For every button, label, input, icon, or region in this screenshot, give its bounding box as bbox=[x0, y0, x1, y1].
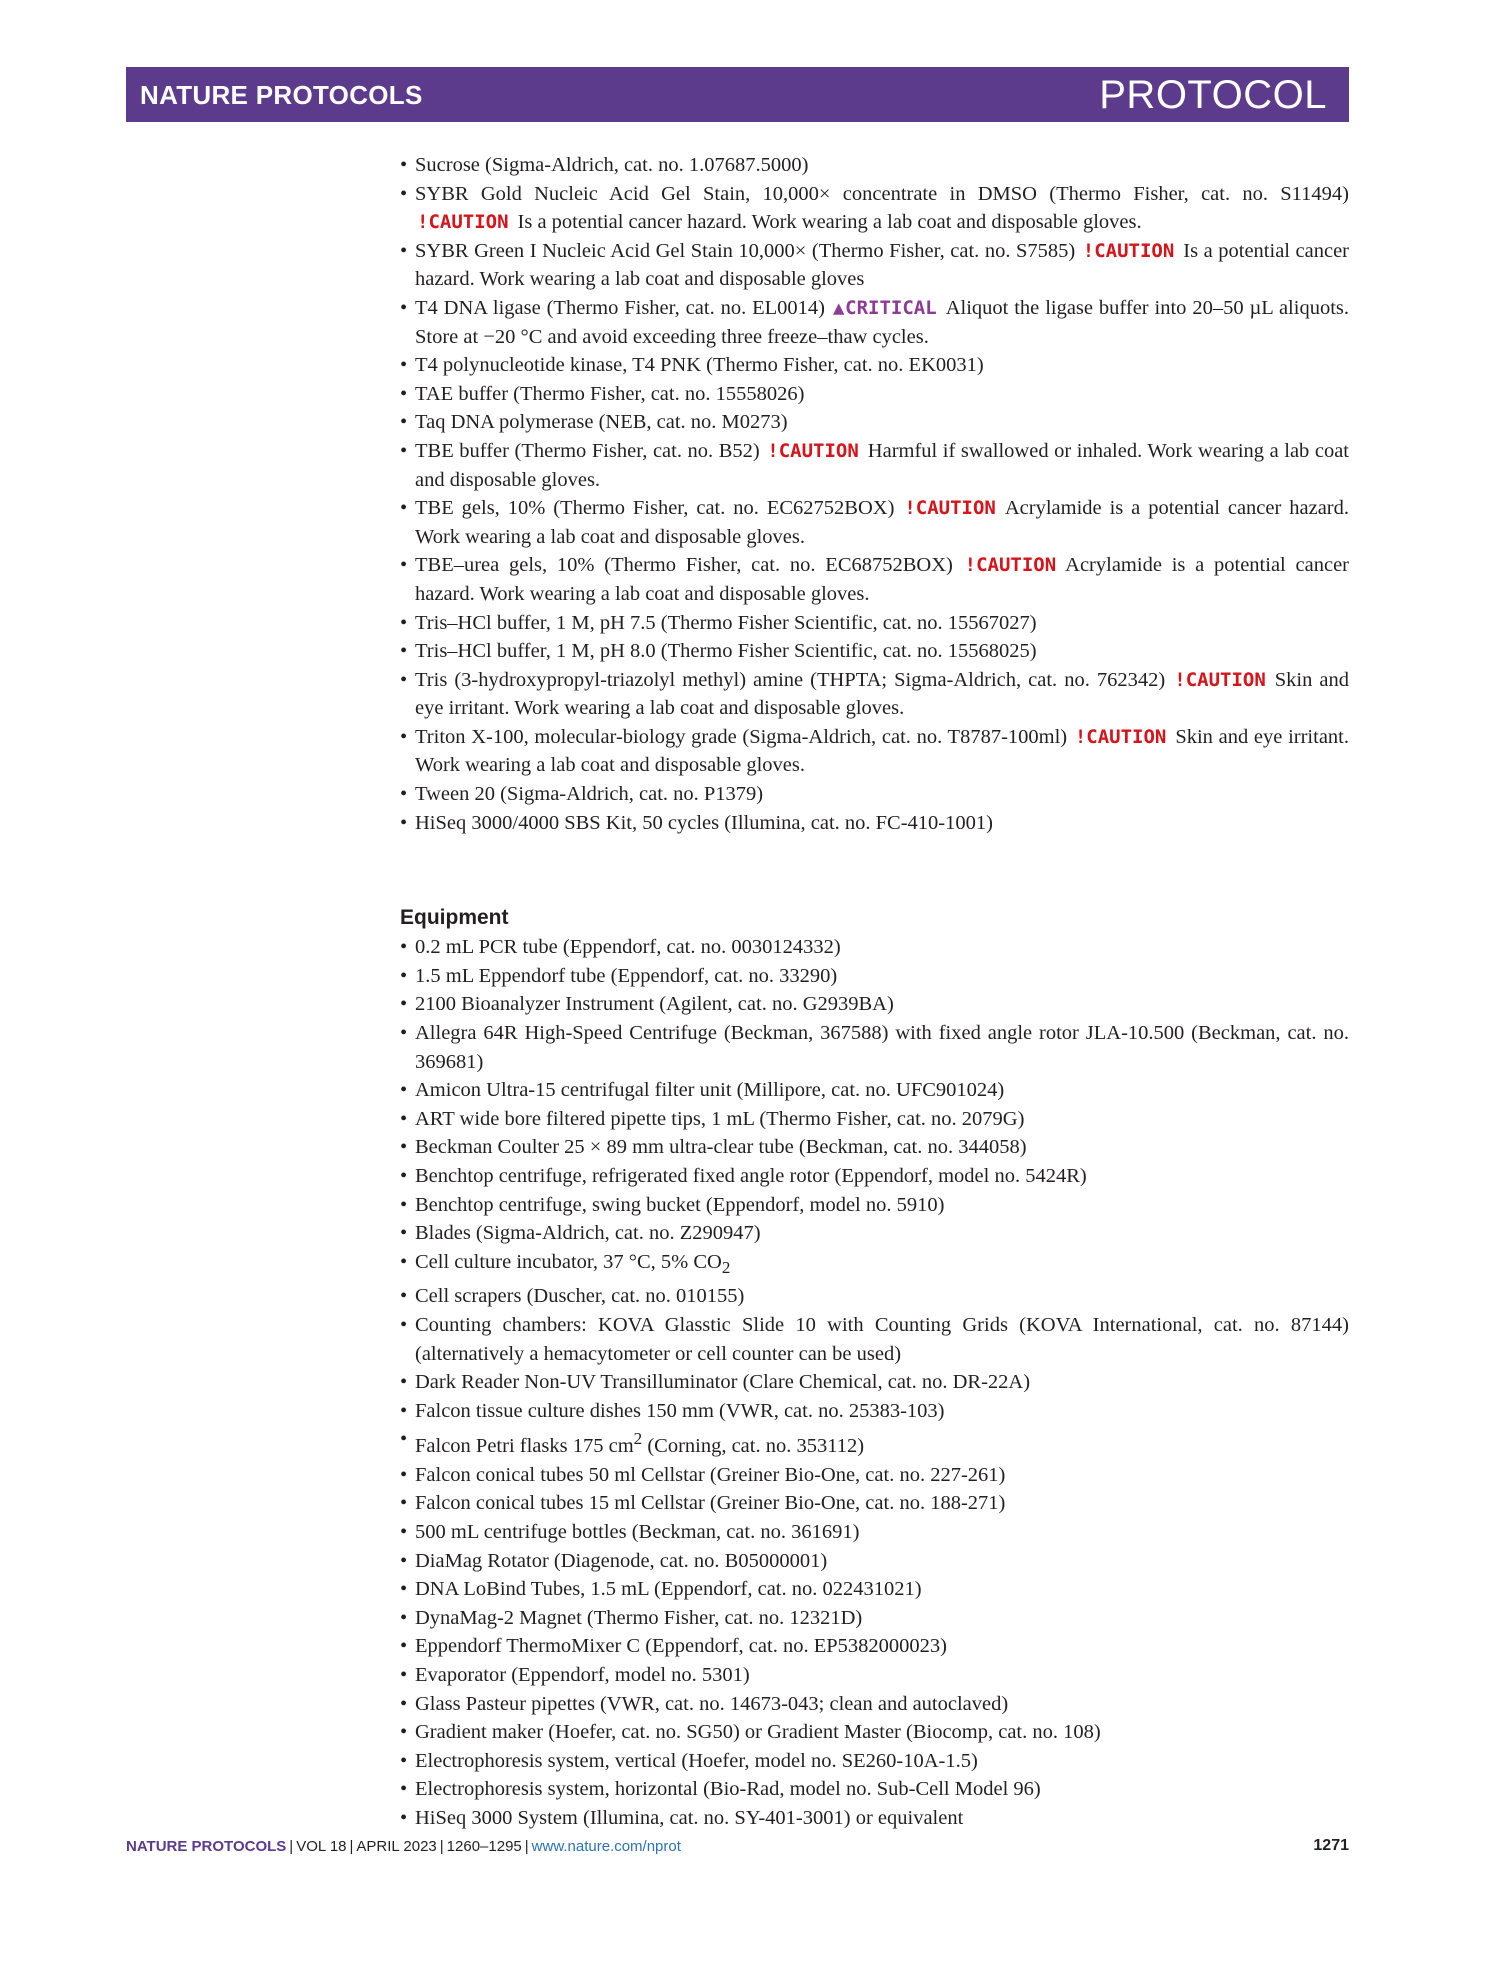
main-content bbox=[400, 151, 1349, 1833]
item-text: T4 polynucleotide kinase, T4 PNK (Thermo Fisher, cat. no. EK0031) bbox=[415, 354, 984, 377]
footer-volume: VOL 18 bbox=[296, 1838, 347, 1855]
item-text-rest: (Corning, cat. no. 353112) bbox=[642, 1435, 865, 1458]
equipment-item bbox=[400, 1219, 1349, 1248]
footer-journal: NATURE PROTOCOLS bbox=[126, 1838, 287, 1855]
item-text: HiSeq 3000/4000 SBS Kit, 50 cycles (Illumina, cat. no. FC-410-1001) bbox=[415, 811, 993, 834]
item-text: HiSeq 3000 System (Illumina, cat. no. SY-401-3001) or equivalent bbox=[415, 1806, 964, 1829]
equipment-item bbox=[400, 1547, 1349, 1576]
item-text: Falcon conical tubes 15 ml Cellstar (Greiner Bio-One, cat. no. 188-271) bbox=[415, 1492, 1006, 1515]
reagent-item bbox=[400, 780, 1349, 809]
equipment-item bbox=[400, 1690, 1349, 1719]
reagent-item bbox=[400, 408, 1349, 437]
item-text: Evaporator (Eppendorf, model no. 5301) bbox=[415, 1664, 750, 1687]
item-subscript: 2 bbox=[721, 1257, 731, 1277]
reagent-item bbox=[400, 494, 1349, 551]
caution-text: Acrylamide is a potential cancer hazard. Work wearing a lab coat and disposable gloves. bbox=[415, 554, 1349, 605]
equipment-item bbox=[400, 1191, 1349, 1220]
item-text: TBE gels, 10% (Thermo Fisher, cat. no. EC62752BOX) bbox=[415, 497, 895, 520]
item-text: Falcon conical tubes 50 ml Cellstar (Greiner Bio-One, cat. no. 227-261) bbox=[415, 1463, 1006, 1486]
caution-text: Acrylamide is a potential cancer hazard. Work wearing a lab coat and disposable gloves. bbox=[415, 497, 1350, 548]
item-text: Cell scrapers (Duscher, cat. no. 010155) bbox=[415, 1285, 745, 1308]
equipment-item bbox=[400, 1133, 1349, 1162]
item-text: Triton X-100, molecular-biology grade (Sigma-Aldrich, cat. no. T8787-100ml) bbox=[415, 725, 1068, 748]
caution-text: Skin and eye irritant. Work wearing a lab coat and disposable gloves. bbox=[415, 668, 1349, 720]
item-text: Eppendorf ThermoMixer C (Eppendorf, cat. no. EP5382000023) bbox=[415, 1635, 947, 1658]
equipment-item bbox=[400, 1489, 1349, 1518]
equipment-item bbox=[400, 1397, 1349, 1426]
caution-text: Skin and eye irritant. Work wearing a lab coat and disposable gloves. bbox=[415, 725, 1349, 777]
reagent-item bbox=[400, 609, 1349, 638]
item-text: Tris–HCl buffer, 1 M, pH 7.5 (Thermo Fisher Scientific, cat. no. 15567027) bbox=[415, 611, 1037, 634]
item-text: 1.5 mL Eppendorf tube (Eppendorf, cat. no. 33290) bbox=[415, 964, 838, 987]
item-text: Cell culture incubator, 37 °C, 5% CO bbox=[415, 1250, 722, 1273]
reagent-list bbox=[400, 151, 1349, 837]
item-text: DiaMag Rotator (Diagenode, cat. no. B05000001) bbox=[415, 1549, 828, 1572]
equipment-item bbox=[400, 1775, 1349, 1804]
item-text: DynaMag-2 Magnet (Thermo Fisher, cat. no. 12321D) bbox=[415, 1606, 863, 1629]
footer-citation: NATURE PROTOCOLS | VOL 18 | APRIL 2023 | 1260–1295 | www.nature.com/nprot bbox=[126, 1838, 681, 1855]
item-text: Glass Pasteur pipettes (VWR, cat. no. 14673-043; clean and autoclaved) bbox=[415, 1692, 1009, 1715]
equipment-item bbox=[400, 1282, 1349, 1311]
equipment-item bbox=[400, 1368, 1349, 1397]
equipment-item bbox=[400, 1162, 1349, 1191]
item-text: Sucrose (Sigma-Aldrich, cat. no. 1.07687.5000) bbox=[415, 154, 809, 176]
equipment-item bbox=[400, 962, 1349, 991]
journal-name: NATURE PROTOCOLS bbox=[140, 80, 423, 110]
equipment-item bbox=[400, 1248, 1349, 1283]
footer-pages: 1260–1295 bbox=[446, 1838, 522, 1855]
caution-label: !CAUTION bbox=[767, 439, 859, 462]
reagent-item bbox=[400, 294, 1349, 351]
reagent-item bbox=[400, 437, 1349, 494]
equipment-item bbox=[400, 1461, 1349, 1490]
reagent-item bbox=[400, 723, 1349, 780]
item-text: TBE–urea gels, 10% (Thermo Fisher, cat. no. EC68752BOX) bbox=[415, 554, 953, 577]
caution-label: !CAUTION bbox=[904, 497, 996, 520]
equipment-item bbox=[400, 1019, 1349, 1076]
reagent-item bbox=[400, 666, 1349, 723]
item-text: 0.2 mL PCR tube (Eppendorf, cat. no. 0030124332) bbox=[415, 936, 841, 959]
item-superscript: 2 bbox=[633, 1429, 643, 1449]
caution-text: Is a potential cancer hazard. Work wearing a lab coat and disposable gloves. bbox=[517, 211, 1142, 234]
caution-label: !CAUTION bbox=[1174, 668, 1266, 691]
item-text: Counting chambers: KOVA Glasstic Slide 10 with Counting Grids (KOVA International, cat. no. 87144) (alternatively a hemacytometer or cell counter can be used) bbox=[415, 1314, 1349, 1365]
item-text: Tris (3-hydroxypropyl-triazolyl methyl) amine (THPTA; Sigma-Aldrich, cat. no. 762342) bbox=[415, 668, 1166, 691]
footer-url-link[interactable]: www.nature.com/nprot bbox=[531, 1838, 681, 1855]
header-bar bbox=[126, 67, 1349, 122]
reagent-item bbox=[400, 151, 1349, 180]
equipment-heading: Equipment bbox=[400, 906, 509, 930]
item-text: Amicon Ultra-15 centrifugal filter unit (Millipore, cat. no. UFC901024) bbox=[415, 1079, 1005, 1102]
item-text: 2100 Bioanalyzer Instrument (Agilent, cat. no. G2939BA) bbox=[415, 993, 894, 1016]
critical-label-text: CRITICAL bbox=[845, 296, 937, 319]
article-type: PROTOCOL bbox=[1099, 73, 1327, 117]
item-text: Taq DNA polymerase (NEB, cat. no. M0273) bbox=[415, 411, 788, 434]
item-text: TBE buffer (Thermo Fisher, cat. no. B52) bbox=[415, 439, 760, 462]
item-text: Dark Reader Non-UV Transilluminator (Clare Chemical, cat. no. DR-22A) bbox=[415, 1371, 1031, 1394]
equipment-item bbox=[400, 1661, 1349, 1690]
caution-label: !CAUTION bbox=[964, 554, 1057, 577]
item-text: Beckman Coulter 25 × 89 mm ultra-clear tube (Beckman, cat. no. 344058) bbox=[415, 1136, 1027, 1159]
equipment-item bbox=[400, 1518, 1349, 1547]
item-text: Tris–HCl buffer, 1 M, pH 8.0 (Thermo Fisher Scientific, cat. no. 15568025) bbox=[415, 640, 1037, 663]
item-text: Electrophoresis system, vertical (Hoefer, model no. SE260-10A-1.5) bbox=[415, 1749, 978, 1772]
caution-text: Is a potential cancer hazard. Work wearing a lab coat and disposable gloves bbox=[415, 239, 1350, 291]
reagent-item bbox=[400, 551, 1349, 608]
item-text: Falcon Petri flasks 175 cm bbox=[415, 1435, 634, 1458]
item-text: DNA LoBind Tubes, 1.5 mL (Eppendorf, cat. no. 022431021) bbox=[415, 1578, 922, 1601]
item-text: T4 DNA ligase (Thermo Fisher, cat. no. EL0014) bbox=[415, 296, 826, 319]
item-text: TAE buffer (Thermo Fisher, cat. no. 15558026) bbox=[415, 382, 805, 405]
item-text: 500 mL centrifuge bottles (Beckman, cat. no. 361691) bbox=[415, 1521, 860, 1544]
item-text: Gradient maker (Hoefer, cat. no. SG50) or Gradient Master (Biocomp, cat. no. 108) bbox=[415, 1721, 1101, 1744]
equipment-item bbox=[400, 1076, 1349, 1105]
item-text: Electrophoresis system, horizontal (Bio-Rad, model no. Sub-Cell Model 96) bbox=[415, 1778, 1041, 1801]
critical-label bbox=[833, 297, 937, 319]
equipment-item bbox=[400, 933, 1349, 962]
reagent-item bbox=[400, 637, 1349, 666]
reagent-item bbox=[400, 180, 1349, 237]
caution-label: !CAUTION bbox=[1082, 239, 1175, 262]
critical-text: Aliquot the ligase buffer into 20–50 µL aliquots. Store at −20 °C and avoid exceeding three freeze–thaw cycles. bbox=[415, 296, 1350, 348]
equipment-item bbox=[400, 1804, 1349, 1833]
item-text: ART wide bore filtered pipette tips, 1 mL (Thermo Fisher, cat. no. 2079G) bbox=[415, 1107, 1025, 1130]
equipment-item bbox=[400, 1604, 1349, 1633]
reagent-item bbox=[400, 809, 1349, 838]
equipment-item bbox=[400, 1425, 1349, 1460]
item-text: Allegra 64R High-Speed Centrifuge (Beckman, 367588) with fixed angle rotor JLA-10.500 (Beckman, cat. no. 369681) bbox=[415, 1022, 1349, 1073]
caution-text: Harmful if swallowed or inhaled. Work wearing a lab coat and disposable gloves. bbox=[415, 439, 1350, 491]
equipment-item bbox=[400, 1747, 1349, 1776]
equipment-item bbox=[400, 990, 1349, 1019]
item-text: Tween 20 (Sigma-Aldrich, cat. no. P1379) bbox=[415, 783, 764, 806]
footer-date: APRIL 2023 bbox=[356, 1838, 437, 1855]
item-text: Benchtop centrifuge, refrigerated fixed angle rotor (Eppendorf, model no. 5424R) bbox=[415, 1165, 1087, 1187]
equipment-item bbox=[400, 1105, 1349, 1134]
triangle-icon: ▲ bbox=[832, 296, 846, 319]
item-text: Benchtop centrifuge, swing bucket (Eppendorf, model no. 5910) bbox=[415, 1193, 945, 1216]
item-text: Falcon tissue culture dishes 150 mm (VWR, cat. no. 25383-103) bbox=[415, 1399, 945, 1422]
caution-label: !CAUTION bbox=[1074, 725, 1167, 748]
equipment-item bbox=[400, 1632, 1349, 1661]
reagent-item bbox=[400, 237, 1349, 294]
item-text: SYBR Green I Nucleic Acid Gel Stain 10,000× (Thermo Fisher, cat. no. S7585) bbox=[415, 239, 1076, 262]
item-text: Blades (Sigma-Aldrich, cat. no. Z290947) bbox=[415, 1222, 761, 1245]
page-number: 1271 bbox=[1313, 1837, 1349, 1854]
equipment-list bbox=[400, 933, 1349, 1832]
item-text: SYBR Gold Nucleic Acid Gel Stain, 10,000× concentrate in DMSO (Thermo Fisher, cat. no. S11494) bbox=[415, 182, 1349, 205]
caution-label: !CAUTION bbox=[417, 211, 509, 234]
equipment-item bbox=[400, 1575, 1349, 1604]
reagent-item bbox=[400, 351, 1349, 380]
equipment-item bbox=[400, 1311, 1349, 1368]
equipment-item bbox=[400, 1718, 1349, 1747]
reagent-item bbox=[400, 380, 1349, 409]
